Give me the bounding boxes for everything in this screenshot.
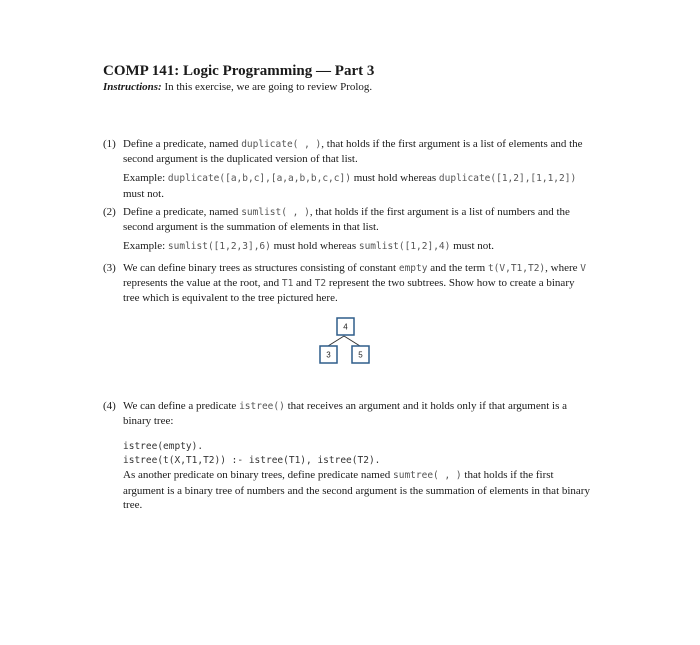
code-run: V xyxy=(580,263,587,274)
tree-node-left-label: 3 xyxy=(326,350,331,360)
text-run: and xyxy=(293,277,315,290)
question-text xyxy=(123,137,591,166)
question-number: (4) xyxy=(103,400,116,412)
text-run: We can define a predicate xyxy=(123,400,240,412)
question-text xyxy=(123,261,591,306)
example-text xyxy=(123,239,591,254)
text-run: , that holds if the first argument is a list of numbers and the second argument is the summation of elements in that list. xyxy=(123,206,570,234)
text-run: represent the two subtrees. Show how to create a binary tree which is equivalent to the tree pictured here. xyxy=(123,277,575,305)
tree-edge-right xyxy=(344,336,360,346)
text-run: must hold whereas xyxy=(350,172,439,185)
code-line: istree(t(X,T1,T2)) :- istree(T1), istree(T2). xyxy=(123,455,381,467)
code-block xyxy=(123,440,591,468)
example-label: Example: xyxy=(123,240,168,253)
text-run: must not. xyxy=(123,187,164,200)
page-title: COMP 141: Logic Programming — Part 3 xyxy=(103,63,375,79)
code-run: t(V,T1,T2) xyxy=(487,263,546,274)
binary-tree-diagram xyxy=(316,314,380,368)
question-number: (3) xyxy=(103,262,116,274)
text-run: must hold whereas xyxy=(270,240,359,253)
code-run: empty xyxy=(398,263,428,274)
text-run: represents the value at the root, and xyxy=(123,277,282,290)
code-run: sumlist( , ) xyxy=(241,207,310,218)
tree-edge-left xyxy=(328,336,344,346)
code-run: sumlist([1,2],4) xyxy=(358,241,451,253)
code-run: duplicate([a,b,c],[a,a,b,b,c,c]) xyxy=(167,173,351,185)
question-number: (1) xyxy=(103,138,116,150)
text-run: that receives an argument and it holds only if that argument is a binary tree: xyxy=(123,400,568,428)
question-3 xyxy=(103,261,643,306)
code-run: T2 xyxy=(314,278,327,290)
question-4 xyxy=(103,399,643,512)
example-label: Example: xyxy=(123,172,168,185)
code-run: sumlist([1,2,3],6) xyxy=(167,241,271,253)
question-text xyxy=(123,399,591,428)
question-number: (2) xyxy=(103,206,116,218)
instructions-text: In this exercise, we are going to review Prolog. xyxy=(161,81,373,93)
header xyxy=(103,62,623,94)
text-run: and the term xyxy=(427,262,488,274)
question-2 xyxy=(103,205,643,255)
code-run: istree() xyxy=(239,401,285,412)
text-run: As another predicate on binary trees, define predicate named xyxy=(123,469,393,482)
instructions xyxy=(103,80,623,94)
code-line: istree(empty). xyxy=(123,441,204,453)
question-1 xyxy=(103,137,643,201)
code-run: duplicate( , ) xyxy=(241,139,322,150)
instructions-label: Instructions: xyxy=(103,81,162,93)
text-run: must not. xyxy=(450,240,495,253)
text-run: that holds if the first argument is a binary tree of numbers and the second argument is the summation of elements in that binary tree. xyxy=(123,469,590,511)
question-followup-text xyxy=(123,468,591,512)
code-run: duplicate([1,2],[1,1,2]) xyxy=(438,173,577,185)
code-run: sumtree( , ) xyxy=(393,470,462,482)
text-run: Define a predicate, named xyxy=(123,138,242,150)
tree-node-root-label: 4 xyxy=(343,322,348,332)
code-run: T1 xyxy=(281,278,294,290)
text-run: , where xyxy=(545,262,581,274)
text-run: We can define binary trees as structures consisting of constant xyxy=(123,262,399,274)
tree-node-right-label: 5 xyxy=(358,350,363,360)
text-run: Define a predicate, named xyxy=(123,206,242,218)
example-text xyxy=(123,171,591,200)
text-run: , that holds if the first argument is a list of elements and the second argument is the duplicated version of that list. xyxy=(123,138,583,166)
question-text xyxy=(123,205,591,234)
